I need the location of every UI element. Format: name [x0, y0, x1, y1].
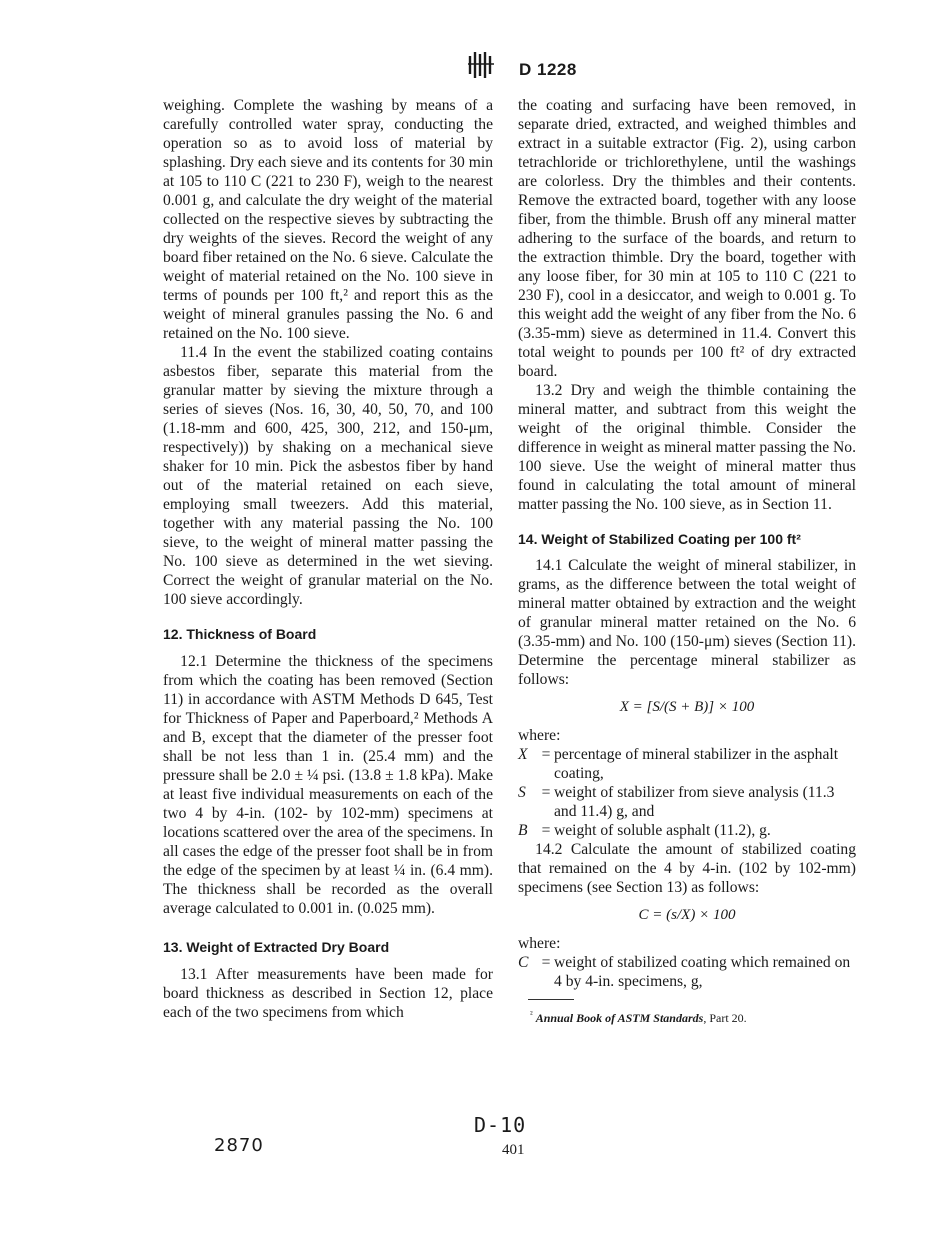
- footnote-rest: , Part 20.: [703, 1011, 747, 1025]
- definition-equals: =: [541, 746, 551, 763]
- footnote: [518, 1010, 856, 1026]
- left-column: [163, 96, 493, 1022]
- where-label: where:: [518, 935, 561, 952]
- definition-text: percentage of mineral stabilizer in the asphalt coating,: [554, 746, 839, 782]
- definition-item: [518, 745, 856, 783]
- definition-symbol: X: [518, 746, 528, 763]
- equation-stabilized-coating: C = (s/X) × 100: [638, 907, 736, 923]
- page-code: D-10: [474, 1113, 527, 1137]
- section-13-heading: 13. Weight of Extracted Dry Board: [163, 939, 390, 955]
- equation-mineral-stabilizer: X = [S/(S + B)] × 100: [619, 699, 755, 715]
- footnote-title: Annual Book of ASTM Standards: [535, 1011, 704, 1025]
- footnote-marker: ²: [530, 1009, 533, 1019]
- footnote-divider: [528, 999, 574, 1000]
- definition-equals: =: [541, 822, 551, 839]
- definition-symbol: C: [518, 954, 529, 971]
- definition-equals: =: [541, 784, 551, 801]
- paragraph-13-1: 13.1 After measurements have been made for board thickness as described in Section 12, place each of the two specimens from which: [163, 966, 493, 1021]
- definition-equals: =: [541, 954, 551, 971]
- definition-item: [518, 783, 856, 821]
- paragraph-13-2: 13.2 Dry and weigh the thimble containing the mineral matter, and subtract from this weight the weight of the original thimble. Consider the difference in weight as mineral matter passing the No. 100 sieve. Use the weight of mineral matter thus found in calculating the total amount of mineral matter passing the No. 100 sieve, as in Section 11.: [518, 382, 856, 513]
- standard-designation: D 1228: [519, 60, 577, 79]
- definition-list: [518, 745, 856, 840]
- paragraph-14-2: 14.2 Calculate the amount of stabilized coating that remained on the 4 by 4-in. (102 by 102-mm) specimens (see Section 13) as follows:: [518, 841, 856, 896]
- paragraph-11-3-continued: weighing. Complete the washing by means of a carefully controlled water spray, conducting the operation so as to avoid loss of material by splashing. Dry each sieve and its contents for 30 min at 105 to 110 C (221 to 230 F), weigh to the nearest 0.001 g, and calculate the dry weight of the material collected on the respective sieves by subtracting the dry weights of the sieves. Record the weight of any board fiber retained on the No. 6 sieve. Calculate the weight of material retained on the No. 100 sieve in terms of pounds per 100 ft,² and report this as the weight of mineral granules passing the No. 6 and retained on the No. 100 sieve.: [163, 97, 493, 342]
- paragraph-13-1-continued: the coating and surfacing have been removed, in separate dried, extracted, and weighed thimbles and extract in a suitable extractor (Fig. 2), using carbon tetrachloride or trichlorethylene, until the washings are colorless. Dry the thimbles and their contents. Remove the extracted board, together with any loose fiber, from the thimble. Brush off any mineral matter adhering to the surface of the boards, and return to the extraction thimble. Dry the board, together with any loose fiber, for 30 min at 105 to 110 C (221 to 230 F), cool in a desiccator, and weigh to 0.001 g. To this weight add the weight of any fiber from the No. 6 (3.35-mm) sieve as determined in 11.4. Convert this total weight to pounds per 100 ft² of dry extracted board.: [518, 97, 856, 380]
- paragraph-12-1: 12.1 Determine the thickness of the specimens from which the coating has been removed (Section 11) in accordance with ASTM Methods D 645, Test for Thickness of Paper and Paperboard,² Methods A and B, except that the diameter of the presser foot shall be not less than 1 in. (25.4 mm) and the pressure shall be 2.0 ± ¼ psi. (13.8 ± 1.8 kPa). Make at least five individual measurements on each of the two 4 by 4-in. (102- by 102-mm) specimens at locations scattered over the area of the specimens. In all cases the edge of the presser foot shall be in from the edge of the specimen by at least ¼ in. (6.4 mm). The thickness shall be recorded as the overall average calculated to 0.001 in. (0.025 mm).: [163, 653, 493, 917]
- section-14-heading: 14. Weight of Stabilized Coating per 100 ft²: [518, 531, 801, 547]
- paragraph-14-1: 14.1 Calculate the weight of mineral stabilizer, in grams, as the difference between the total weight of mineral matter obtained by extraction and the weight of granular mineral matter retained on the No. 6 (3.35-mm) and No. 100 (150-μm) sieves (Section 11). Determine the percentage mineral stabilizer as follows:: [518, 557, 856, 688]
- section-12-heading: 12. Thickness of Board: [163, 626, 317, 642]
- page-number: 401: [502, 1142, 525, 1158]
- where-label: where:: [518, 727, 561, 744]
- paragraph-11-4: 11.4 In the event the stabilized coating contains asbestos fiber, separate this material from the granular matter by sieving the mixture through a series of sieves (Nos. 16, 30, 40, 50, 70, and 100 (1.18-mm and 600, 425, 300, 212, and 150-μm, respectively)) by shaking on a mechanical sieve shaker for 10 min. Pick the asbestos fiber by hand out of the material retained on each sieve, employing small tweezers. Add this material, together with any material passing the No. 100 sieve, to the weight of mineral matter passing the No. 100 sieve as determined in the wet sieving. Correct the weight of granular material on the No. 100 sieve accordingly.: [163, 344, 493, 608]
- definition-symbol: B: [518, 822, 528, 839]
- definition-symbol: S: [518, 784, 526, 801]
- definition-item: [518, 821, 856, 840]
- definition-text: weight of stabilizer from sieve analysis (11.3 and 11.4) g, and: [554, 784, 835, 820]
- definition-text: weight of soluble asphalt (11.2), g.: [554, 822, 771, 839]
- astm-logo-icon: [466, 50, 496, 80]
- definition-text: weight of stabilized coating which remained on 4 by 4-in. specimens, g,: [554, 954, 851, 990]
- handwritten-file-number: 2870: [214, 1135, 264, 1156]
- right-column: [518, 96, 856, 1026]
- definition-item: [518, 953, 856, 991]
